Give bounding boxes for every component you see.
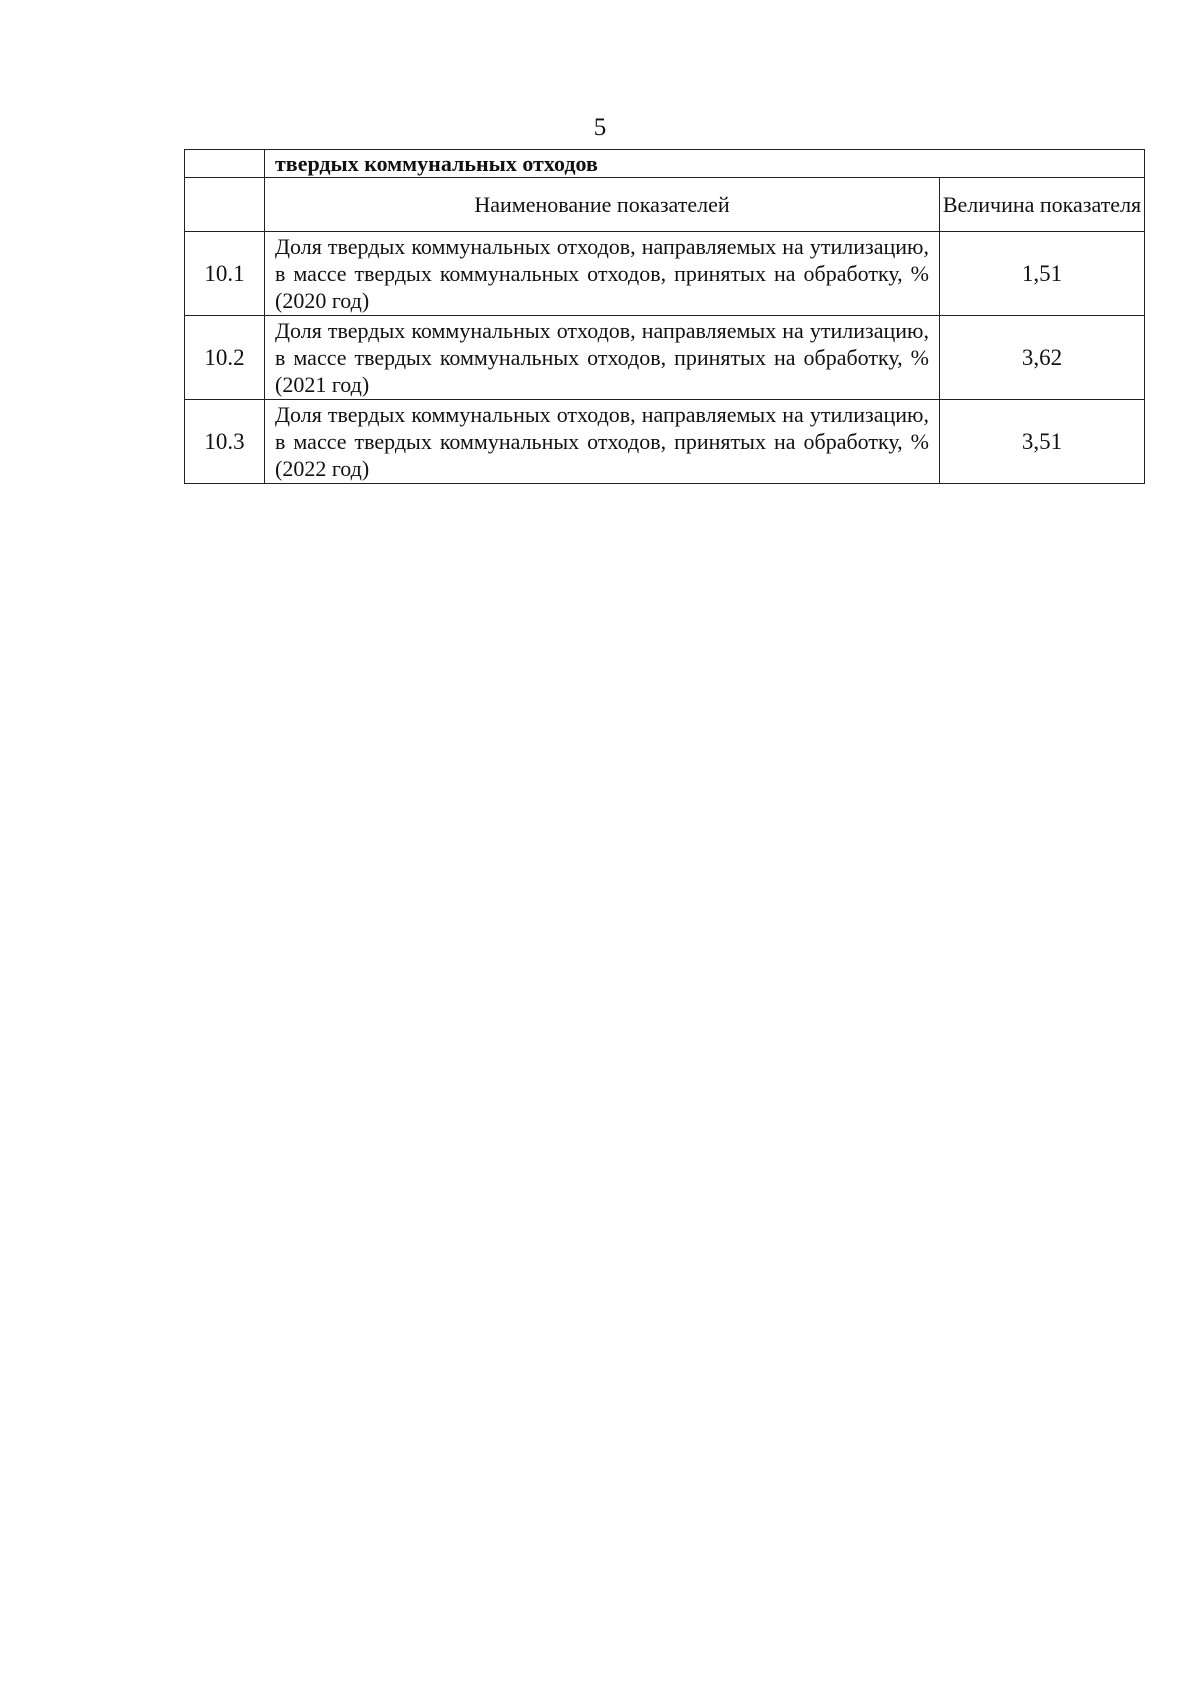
row-value: 3,62 (940, 316, 1145, 400)
table-row (185, 400, 1145, 484)
header-row (185, 178, 1145, 232)
section-row (185, 150, 1145, 178)
header-name: Наименование показателей (265, 178, 940, 232)
table-row (185, 316, 1145, 400)
indicators-table (184, 149, 1145, 484)
row-number: 10.3 (185, 400, 265, 484)
section-title: твердых коммунальных отходов (265, 150, 1145, 178)
row-number: 10.2 (185, 316, 265, 400)
row-value: 1,51 (940, 232, 1145, 316)
header-value: Величина показателя (940, 178, 1145, 232)
header-number-cell (185, 178, 265, 232)
section-number-cell (185, 150, 265, 178)
page-number: 5 (593, 114, 607, 141)
row-name: Доля твердых коммунальных отходов, направляемых на утилизацию, в массе твердых коммунальных отходов, принятых на обработку, % (2022 год) (265, 400, 940, 484)
row-name: Доля твердых коммунальных отходов, направляемых на утилизацию, в массе твердых коммунальных отходов, принятых на обработку, % (2021 год) (265, 316, 940, 400)
row-name: Доля твердых коммунальных отходов, направляемых на утилизацию, в массе твердых коммунальных отходов, принятых на обработку, % (2020 год) (265, 232, 940, 316)
table-row (185, 232, 1145, 316)
row-value: 3,51 (940, 400, 1145, 484)
row-number: 10.1 (185, 232, 265, 316)
